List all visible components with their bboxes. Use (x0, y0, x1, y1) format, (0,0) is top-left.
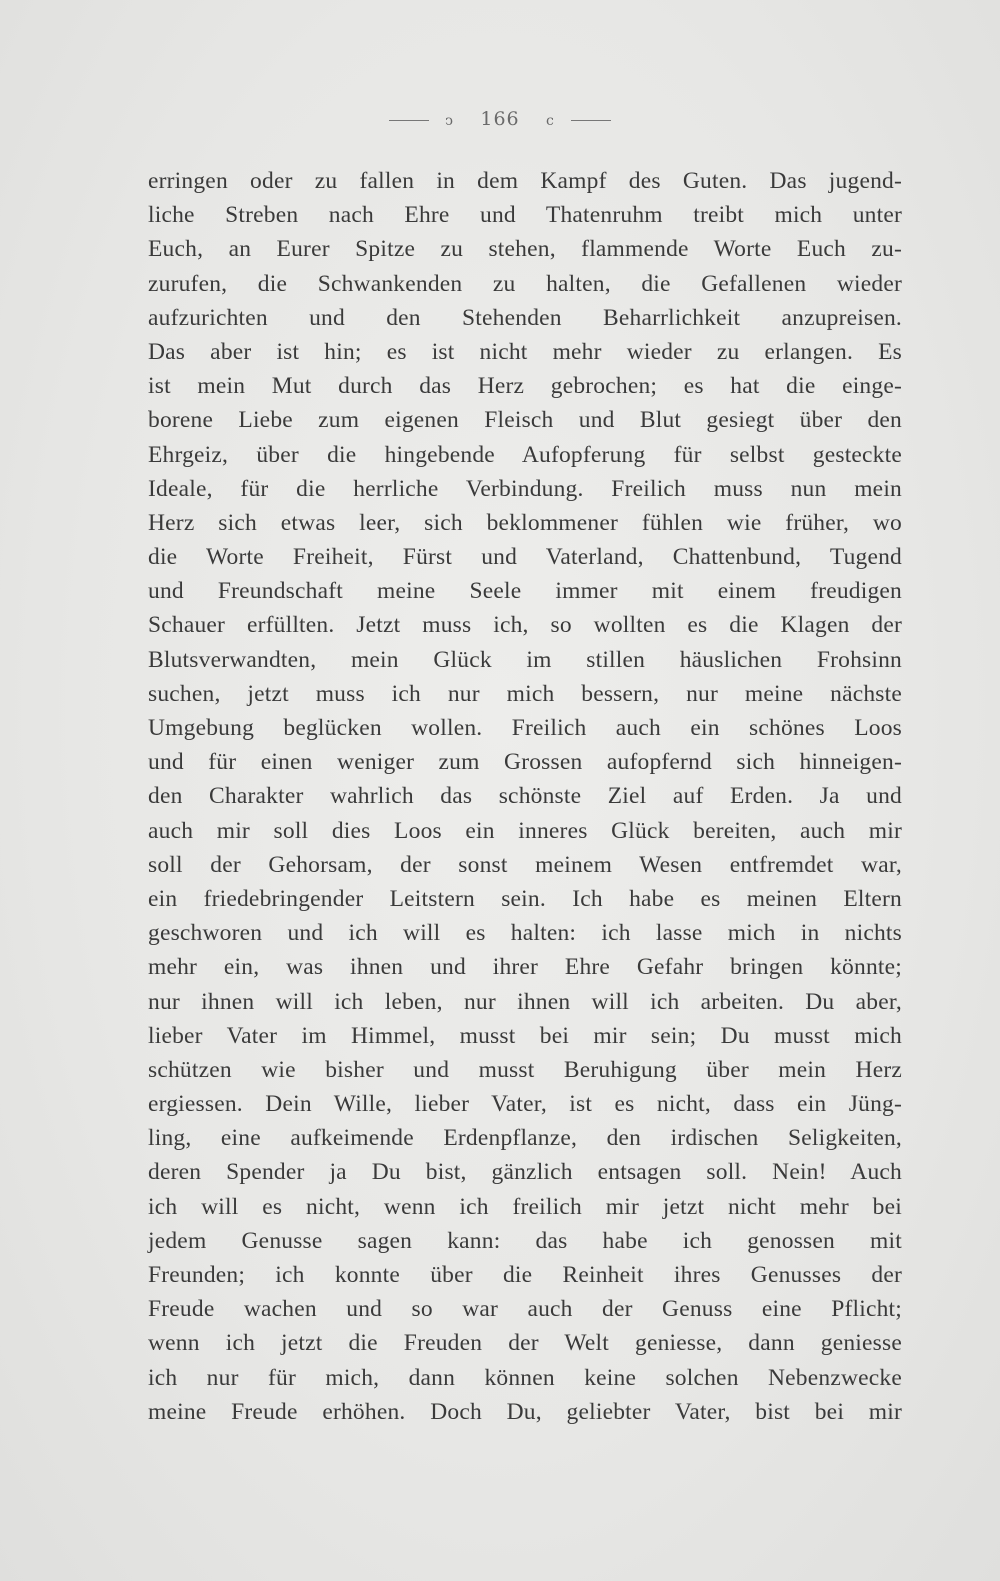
text-line: und Freundschaft meine Seele immer mit einem freudigen (148, 578, 902, 605)
text-line: Herz sich etwas leer, sich beklommener fühlen wie früher, wo (148, 509, 902, 536)
text-line: erringen oder zu fallen in dem Kampf des Guten. Das jugend- (148, 168, 902, 194)
header-ornament-left: ↄ (445, 113, 454, 129)
text-line: ling, eine aufkeimende Erdenpflanze, den irdischen Seligkeiten, (148, 1125, 902, 1152)
text-line: Schauer erfüllten. Jetzt muss ich, so wollten es die Klagen der (148, 612, 902, 639)
text-line: ein friedebringender Leitstern sein. Ich habe es meinen Eltern (148, 885, 902, 912)
header-rule-left (389, 120, 429, 121)
text-line: Blutsverwandten, mein Glück im stillen häuslichen Frohsinn (148, 646, 902, 673)
text-line: wenn ich jetzt die Freuden der Welt geniesse, dann geniesse (148, 1330, 902, 1357)
text-line: Euch, an Eurer Spitze zu stehen, flammende Worte Euch zu- (148, 236, 902, 263)
text-line: borene Liebe zum eigenen Fleisch und Blut gesiegt über den (148, 407, 902, 434)
text-line: schützen wie bisher und musst Beruhigung über mein Herz (148, 1056, 902, 1083)
text-line: soll der Gehorsam, der sonst meinem Wesen entfremdet war, (148, 851, 902, 878)
text-line: ergiessen. Dein Wille, lieber Vater, ist es nicht, dass ein Jüng- (148, 1091, 902, 1118)
text-line: ist mein Mut durch das Herz gebrochen; es hat die einge- (148, 373, 902, 400)
header-ornament-right: c (546, 113, 555, 129)
text-line: zurufen, die Schwankenden zu halten, die Gefallenen wieder (148, 270, 902, 297)
text-line: Freunden; ich konnte über die Reinheit ihres Genusses der (148, 1262, 902, 1288)
text-line: jedem Genusse sagen kann: das habe ich genossen mit (148, 1227, 902, 1254)
text-line: ich will es nicht, wenn ich freilich mir jetzt nicht mehr bei (148, 1193, 902, 1220)
text-line: den Charakter wahrlich das schönste Ziel auf Erden. Ja und (148, 783, 902, 810)
body-text (148, 164, 902, 1429)
header-rule-right (571, 120, 611, 121)
text-line: lieber Vater im Himmel, musst bei mir sein; Du musst mich (148, 1022, 902, 1049)
text-line: deren Spender ja Du bist, gänzlich entsagen soll. Nein! Auch (148, 1159, 902, 1186)
text-line: Freude wachen und so war auch der Genuss eine Pflicht; (148, 1296, 902, 1323)
text-line: und für einen weniger zum Grossen aufopfernd sich hinneigen- (148, 749, 902, 776)
text-line: meine Freude erhöhen. Doch Du, geliebter Vater, bist bei mir (148, 1398, 902, 1425)
text-line: geschworen und ich will es halten: ich lasse mich in nichts (148, 920, 902, 947)
text-line: die Worte Freiheit, Fürst und Vaterland, Chattenbund, Tugend (148, 544, 902, 571)
text-line: Ideale, für die herrliche Verbindung. Freilich muss nun mein (148, 475, 902, 502)
text-line: Das aber ist hin; es ist nicht mehr wieder zu erlangen. Es (148, 338, 902, 365)
text-line: mehr ein, was ihnen und ihrer Ehre Gefahr bringen könnte; (148, 954, 902, 981)
text-line: suchen, jetzt muss ich nur mich bessern, nur meine nächste (148, 680, 902, 707)
text-line: nur ihnen will ich leben, nur ihnen will ich arbeiten. Du aber, (148, 988, 902, 1015)
text-line: auch mir soll dies Loos ein inneres Glück bereiten, auch mir (148, 817, 902, 844)
text-line: Umgebung beglücken wollen. Freilich auch ein schönes Loos (148, 715, 902, 741)
text-line: Ehrgeiz, über die hingebende Aufopferung für selbst gesteckte (148, 441, 902, 468)
text-line: liche Streben nach Ehre und Thatenruhm treibt mich unter (148, 202, 902, 229)
text-line: aufzurichten und den Stehenden Beharrlichkeit anzupreisen. (148, 304, 902, 331)
page-number: 166 (480, 108, 520, 130)
page-header (0, 108, 1000, 130)
text-line: ich nur für mich, dann können keine solchen Nebenzwecke (148, 1364, 902, 1391)
